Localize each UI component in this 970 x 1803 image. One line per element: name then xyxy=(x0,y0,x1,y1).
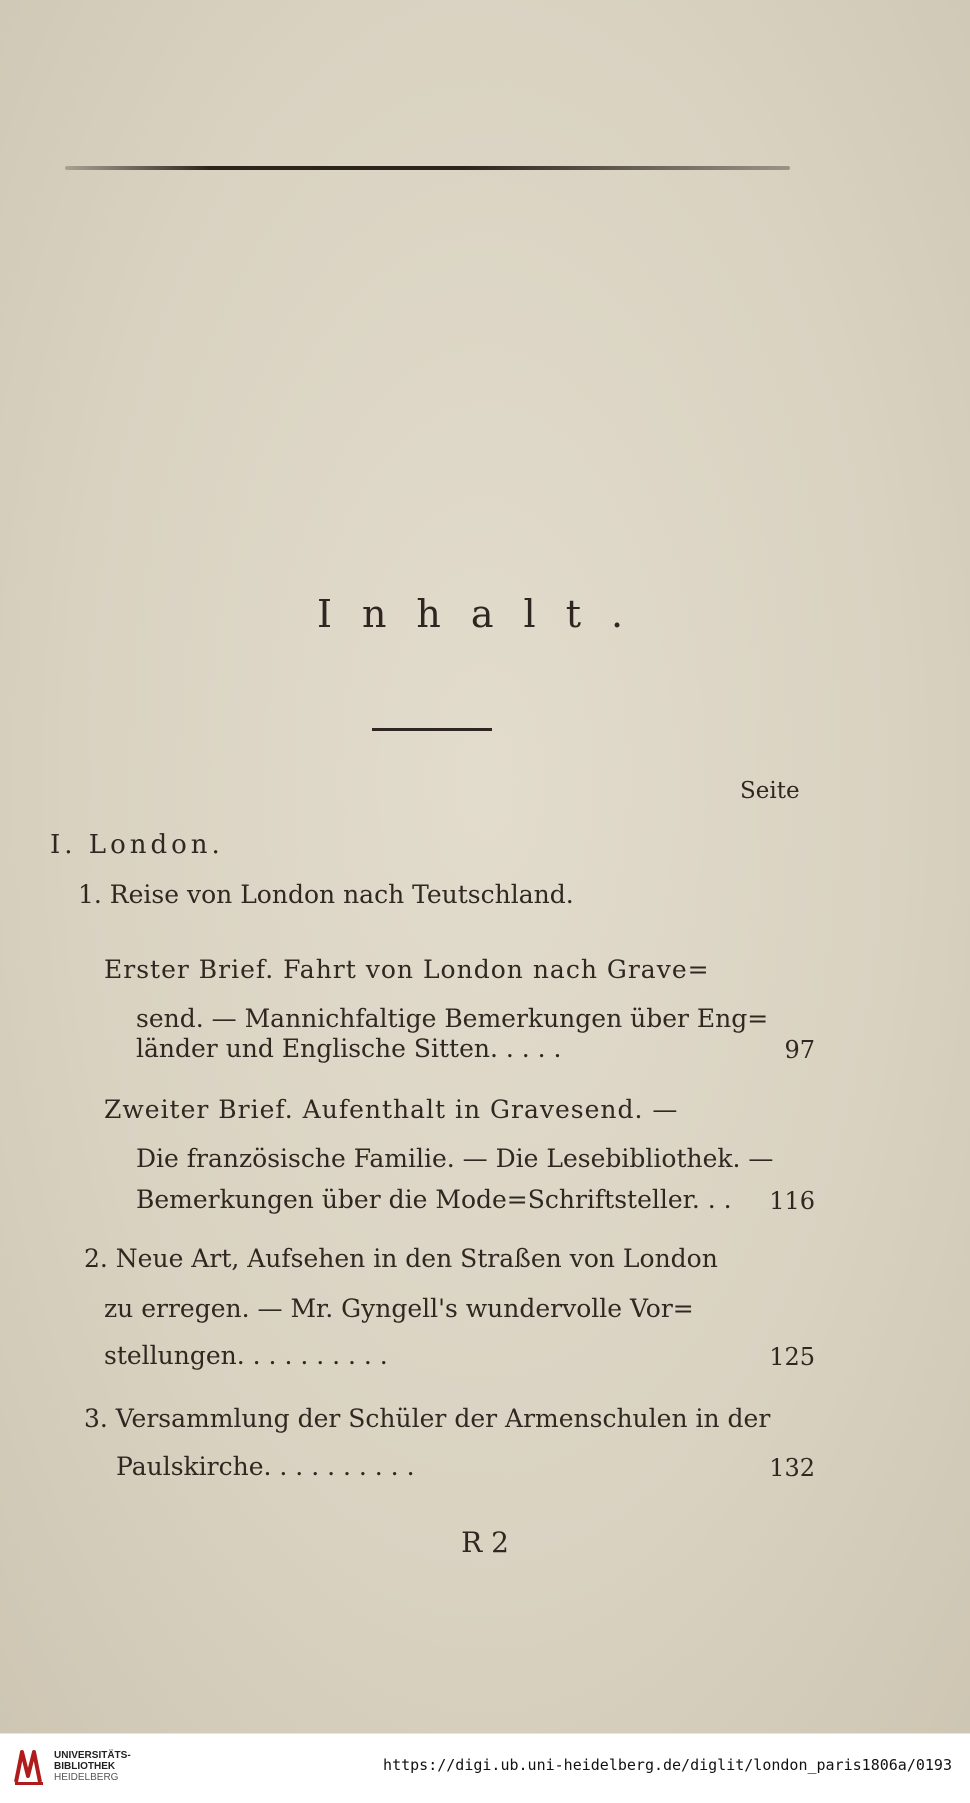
toc-line: Zweiter Brief. Aufenthalt in Gravesend. — xyxy=(104,1095,679,1124)
toc-line: 1. Reise von London nach Teutschland. xyxy=(78,880,574,909)
toc-line: Die französische Familie. — Die Lesebibliothek. — xyxy=(136,1144,774,1173)
toc-line: stellungen. . . . . . . . . . xyxy=(104,1341,388,1370)
page-number: 116 xyxy=(769,1187,815,1215)
section-heading: I. London. xyxy=(50,830,224,860)
toc-line: send. — Mannichfaltige Bemerkungen über Eng= xyxy=(136,1004,769,1033)
source-url[interactable]: https://digi.ub.uni-heidelberg.de/diglit/london_paris1806a/0193 xyxy=(383,1756,952,1774)
page-number: 125 xyxy=(769,1343,815,1371)
page-title: Inhalt. xyxy=(316,592,654,636)
page-number: 97 xyxy=(784,1036,815,1064)
library-name: UNIVERSITÄTS- BIBLIOTHEK HEIDELBERG xyxy=(54,1750,131,1783)
toc-line: 2. Neue Art, Aufsehen in den Straßen von London xyxy=(84,1244,718,1273)
university-logo-icon xyxy=(12,1746,46,1786)
toc-line: Erster Brief. Fahrt von London nach Grave= xyxy=(104,955,710,984)
toc-line: zu erregen. — Mr. Gyngell's wundervolle Vor= xyxy=(104,1294,694,1323)
printer-signature: R 2 xyxy=(461,1526,509,1559)
viewer-footer xyxy=(0,1733,970,1803)
title-divider xyxy=(372,728,492,731)
page-number: 132 xyxy=(769,1454,815,1482)
seite-label: Seite xyxy=(740,778,800,804)
header-rule xyxy=(65,166,790,170)
toc-line: Bemerkungen über die Mode=Schriftsteller. . . xyxy=(136,1185,732,1214)
toc-line: 3. Versammlung der Schüler der Armenschulen in der xyxy=(84,1404,771,1433)
toc-line: länder und Englische Sitten. . . . . xyxy=(136,1034,562,1063)
toc-line: Paulskirche. . . . . . . . . . xyxy=(116,1452,415,1481)
